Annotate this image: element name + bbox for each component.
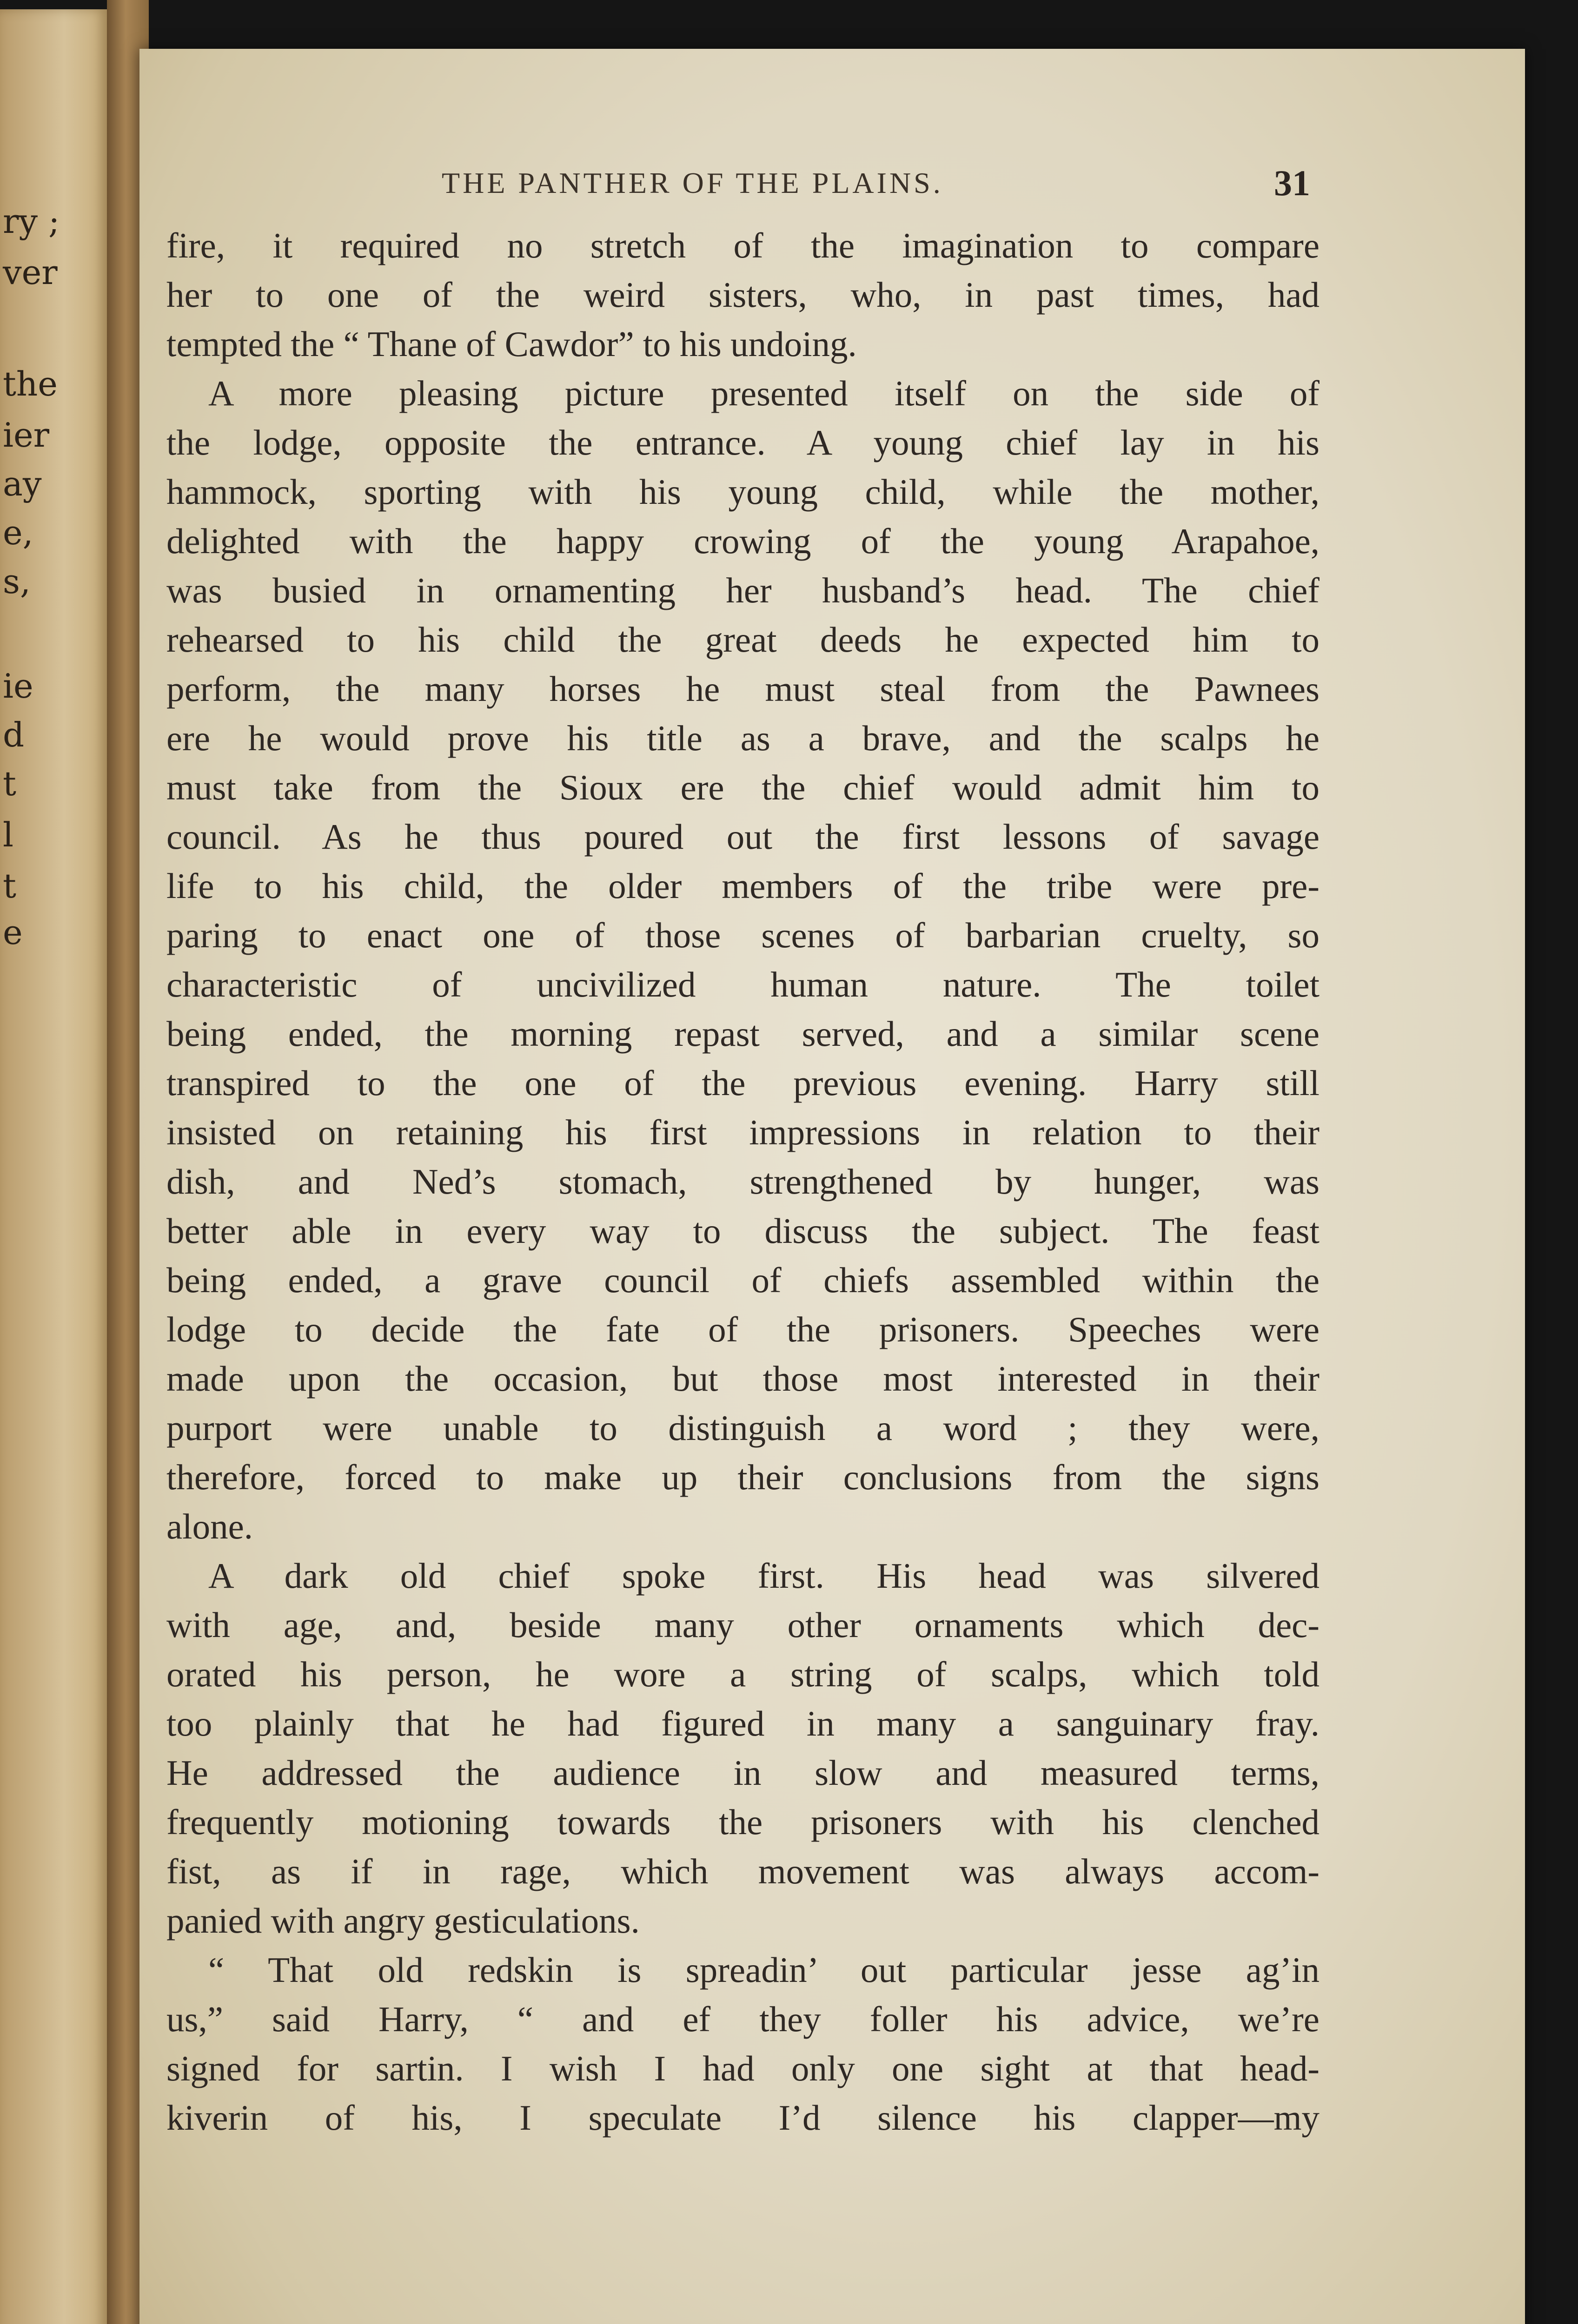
left-fragment: e, <box>3 513 33 552</box>
left-fragment: ie <box>3 667 33 706</box>
text-line: frequently motioning towards the prisoners with his clenched <box>166 1802 1319 1842</box>
left-fragment: ay <box>3 464 42 503</box>
text-line: transpired to the one of the previous evening. Harry still <box>166 1063 1319 1103</box>
left-fragment: the <box>3 364 58 403</box>
running-head <box>139 163 1525 208</box>
text-line: lodge to decide the fate of the prisoners. Speeches were <box>166 1309 1319 1349</box>
text-line: A dark old chief spoke first. His head was silvered <box>208 1556 1319 1596</box>
left-fragment: s, <box>3 562 31 601</box>
left-fragment: t <box>3 866 16 905</box>
text-line: characteristic of uncivilized human nature. The toilet <box>166 964 1319 1004</box>
text-line: must take from the Sioux ere the chief would admit him to <box>166 767 1319 807</box>
text-line: tempted the “ Thane of Cawdor” to his undoing. <box>166 324 857 364</box>
text-line: He addressed the audience in slow and measured terms, <box>166 1753 1319 1793</box>
text-line: us,” said Harry, “ and ef they foller his advice, we’re <box>166 1999 1319 2039</box>
text-line: A more pleasing picture presented itself on the side of <box>208 373 1319 413</box>
text-line: fire, it required no stretch of the imagination to compare <box>166 225 1319 265</box>
text-line: purport were unable to distinguish a word ; they were, <box>166 1408 1319 1448</box>
left-fragment: d <box>3 715 25 754</box>
text-line: council. As he thus poured out the first lessons of savage <box>166 817 1319 857</box>
text-line: paring to enact one of those scenes of barbarian cruelty, so <box>166 915 1319 955</box>
text-line: delighted with the happy crowing of the young Arapahoe, <box>166 521 1319 561</box>
text-line: dish, and Ned’s stomach, strengthened by hunger, was <box>166 1162 1319 1202</box>
text-line: her to one of the weird sisters, who, in past times, had <box>166 275 1319 315</box>
text-line: with age, and, beside many other ornaments which dec- <box>166 1605 1319 1645</box>
text-line: “ That old redskin is spreadin’ out particular jesse ag’in <box>208 1950 1319 1990</box>
running-title: THE PANTHER OF THE PLAINS. <box>442 166 943 199</box>
text-line: alone. <box>166 1506 253 1546</box>
text-line: made upon the occasion, but those most interested in their <box>166 1359 1319 1399</box>
text-line: the lodge, opposite the entrance. A young chief lay in his <box>166 423 1319 462</box>
text-line: panied with angry gesticulations. <box>166 1901 640 1941</box>
left-fragment: t <box>3 764 16 803</box>
text-line: ere he would prove his title as a brave, and the scalps he <box>166 718 1319 758</box>
text-line: therefore, forced to make up their conclusions from the signs <box>166 1457 1319 1497</box>
text-line: life to his child, the older members of the tribe were pre- <box>166 866 1319 906</box>
text-line: insisted on retaining his first impressions in relation to their <box>166 1112 1319 1152</box>
left-fragment: ver <box>3 253 58 292</box>
text-line: rehearsed to his child the great deeds he expected him to <box>166 620 1319 660</box>
left-fragment: ry ; <box>3 202 60 241</box>
text-line: signed for sartin. I wish I had only one sight at that head- <box>166 2048 1319 2088</box>
text-line: being ended, the morning repast served, and a similar scene <box>166 1014 1319 1054</box>
text-line: orated his person, he wore a string of scalps, which told <box>166 1654 1319 1694</box>
left-page-edge <box>0 9 107 2324</box>
text-line: kiverin of his, I speculate I’d silence his clapper—my <box>166 2098 1319 2138</box>
text-line: fist, as if in rage, which movement was always accom- <box>166 1851 1319 1891</box>
text-line: perform, the many horses he must steal from the Pawnees <box>166 669 1319 709</box>
body-text <box>166 221 1319 2142</box>
book-page <box>139 49 1525 2324</box>
text-line: hammock, sporting with his young child, while the mother, <box>166 472 1319 512</box>
page-number: 31 <box>1274 163 1310 203</box>
left-fragment: l <box>3 815 14 854</box>
left-fragment: ier <box>3 416 50 455</box>
left-fragment: e <box>3 913 23 952</box>
text-line: being ended, a grave council of chiefs assembled within the <box>166 1260 1319 1300</box>
text-line: too plainly that he had figured in many a sanguinary fray. <box>166 1703 1319 1743</box>
text-line: was busied in ornamenting her husband’s head. The chief <box>166 570 1319 610</box>
text-line: better able in every way to discuss the subject. The feast <box>166 1211 1319 1251</box>
